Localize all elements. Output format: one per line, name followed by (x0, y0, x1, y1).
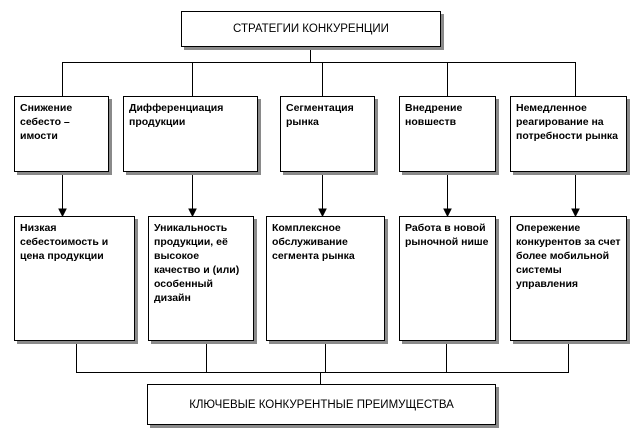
advantage-box-new-niche: Работа в новой рыночной нише (399, 216, 496, 341)
advantage-box-mobile-management: Опережение конкурентов за счет более мобильной системы управления (510, 216, 627, 341)
arrow-head-1 (59, 209, 66, 216)
strategy-box-innovation: Внедрение новшеств (399, 96, 496, 172)
connector-rise-3 (325, 341, 326, 372)
connector-rise-1 (76, 341, 77, 372)
advantage-box-low-cost: Низкая себестоимость и цена продукции (14, 216, 135, 341)
arrow-head-4 (444, 209, 451, 216)
strategy-box-segmentation: Сегментация рынка (280, 96, 375, 172)
bottom-title-box: КЛЮЧЕВЫЕ КОНКУРЕНТНЫЕ ПРЕИМУЩЕСТВА (147, 384, 496, 425)
arrow-head-5 (572, 209, 579, 216)
strategy-box-rapid-response: Немедленное реагирование на потребности рынка (510, 96, 627, 172)
strategy-box-differentiation: Дифференциация продукции (123, 96, 258, 172)
connector-bottom-bus (76, 372, 569, 373)
arrow-head-2 (189, 209, 196, 216)
advantage-box-uniqueness: Уникальность продукции, её высокое качество и (или) особенный дизайн (148, 216, 254, 341)
connector-rise-4 (446, 341, 447, 372)
arrow-head-3 (319, 209, 326, 216)
advantage-box-segment-service: Комплексное обслуживание сегмента рынка (266, 216, 385, 341)
top-title-box: СТРАТЕГИИ КОНКУРЕНЦИИ (181, 11, 441, 47)
connector-rise-5 (568, 341, 569, 372)
connector-rise-2 (206, 341, 207, 372)
strategy-box-cost-reduction: Снижение себесто – имости (14, 96, 109, 172)
connector-bottom-stem (320, 372, 321, 384)
